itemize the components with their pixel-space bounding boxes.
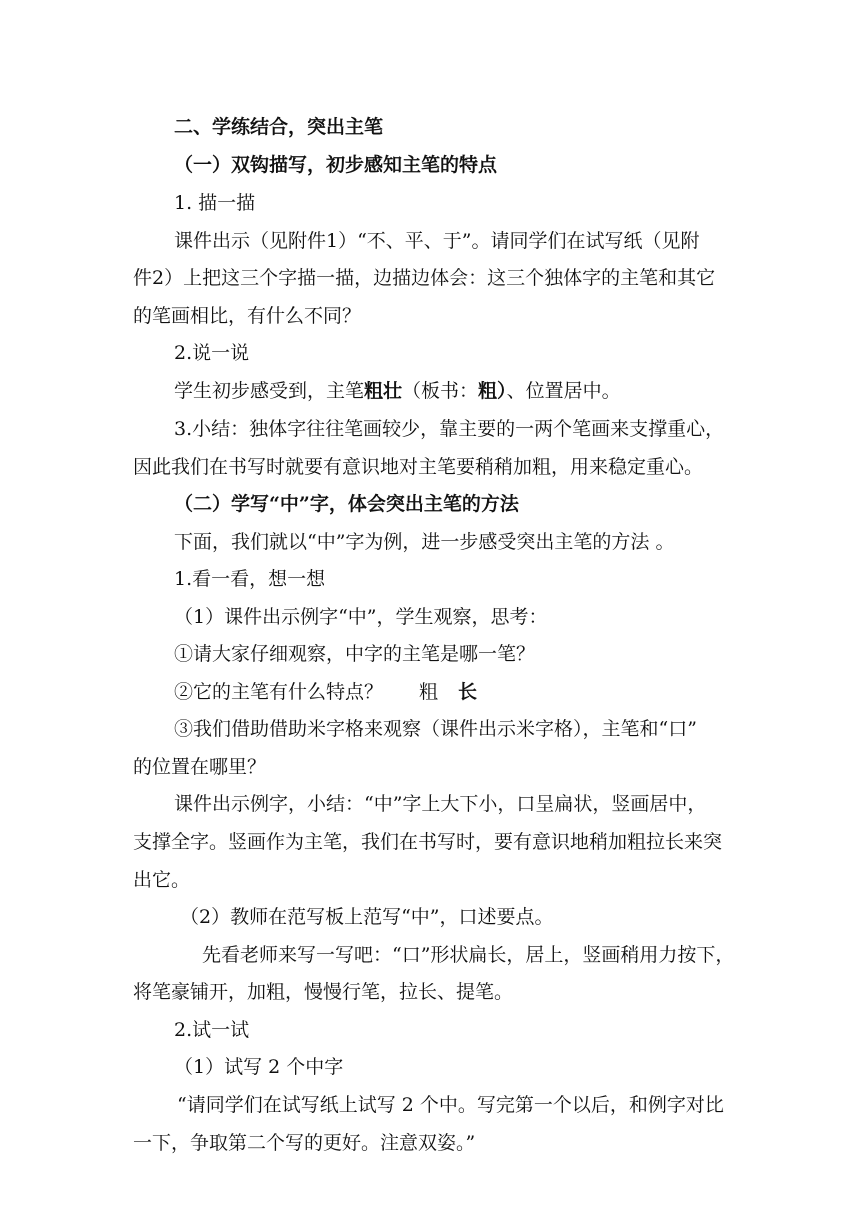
question-line: 的位置在哪里？	[133, 756, 267, 778]
step-heading-look: 1.看一看，想一想	[174, 568, 326, 590]
question-line	[174, 680, 477, 704]
paragraph-line: 课件出示例字，小结：“中”字上大下小，口呈扁状，竖画居中，	[174, 793, 707, 815]
paragraph-line: 将笔豪铺开，加粗，慢慢行笔，拉长、提笔。	[133, 981, 514, 1003]
text-run: 学生初步感受到，主笔	[174, 380, 365, 402]
subsection-heading-2: （二）学写“中”字，体会突出主笔的方法	[174, 493, 519, 515]
paragraph-line: “请同学们在试写纸上试写 2 个中。写完第一个以后，和例字对比	[177, 1094, 724, 1116]
paragraph-line: （1）课件出示例字“中”，学生观察，思考：	[174, 606, 548, 628]
paragraph-line: 支撑全字。竖画作为主笔，我们在书写时，要有意识地稍加粗拉长来突	[133, 831, 723, 853]
paragraph-line	[174, 379, 621, 403]
emphasis-text: 粗）	[478, 380, 507, 402]
step-heading-say: 2.说一说	[174, 342, 250, 364]
paragraph-line: （2）教师在范写板上范写“中”，口述要点。	[180, 906, 554, 928]
paragraph-line: 先看老师来写一写吧：“口”形状扁长，居上，竖画稍用力按下，	[202, 944, 735, 966]
question-line: ③我们借助借助米字格来观察（课件出示米字格），主笔和“口”	[174, 718, 697, 740]
paragraph-line: （1）试写 2 个中字	[174, 1056, 344, 1078]
answer-text: 粗	[419, 681, 439, 703]
paragraph-line: 出它。	[133, 869, 191, 891]
question-text: ②它的主笔有什么特点？	[174, 681, 384, 703]
paragraph-line: 一下，争取第二个写的更好。注意双姿。”	[133, 1132, 476, 1154]
section-heading: 二、学练结合，突出主笔	[174, 116, 384, 138]
text-run: 、位置居中。	[506, 380, 621, 402]
paragraph-line: 3.小结：独体字往往笔画较少，靠主要的一两个笔画来支撑重心，	[174, 418, 725, 440]
paragraph-line: 因此我们在书写时就要有意识地对主笔要稍稍加粗，用来稳定重心。	[133, 456, 704, 478]
paragraph-line: 课件出示（见附件1）“不、平、于”。请同学们在试写纸（见附	[174, 230, 700, 252]
step-heading-try: 2.试一试	[174, 1019, 250, 1041]
answer-text: 长	[458, 681, 478, 703]
emphasis-text: 粗壮	[364, 380, 403, 402]
paragraph-line: 件2）上把这三个字描一描，边描边体会：这三个独体字的主笔和其它	[133, 267, 716, 289]
subsection-heading-1: （一）双钩描写，初步感知主笔的特点	[174, 154, 498, 176]
question-line: ①请大家仔细观察，中字的主笔是哪一笔？	[174, 643, 536, 665]
step-heading-trace: 1. 描一描	[174, 192, 256, 214]
paragraph-line: 的笔画相比，有什么不同？	[133, 305, 362, 327]
paragraph-line: 下面，我们就以“中”字为例，进一步感受突出主笔的方法 。	[174, 531, 675, 553]
text-run: （板书：	[402, 380, 479, 402]
